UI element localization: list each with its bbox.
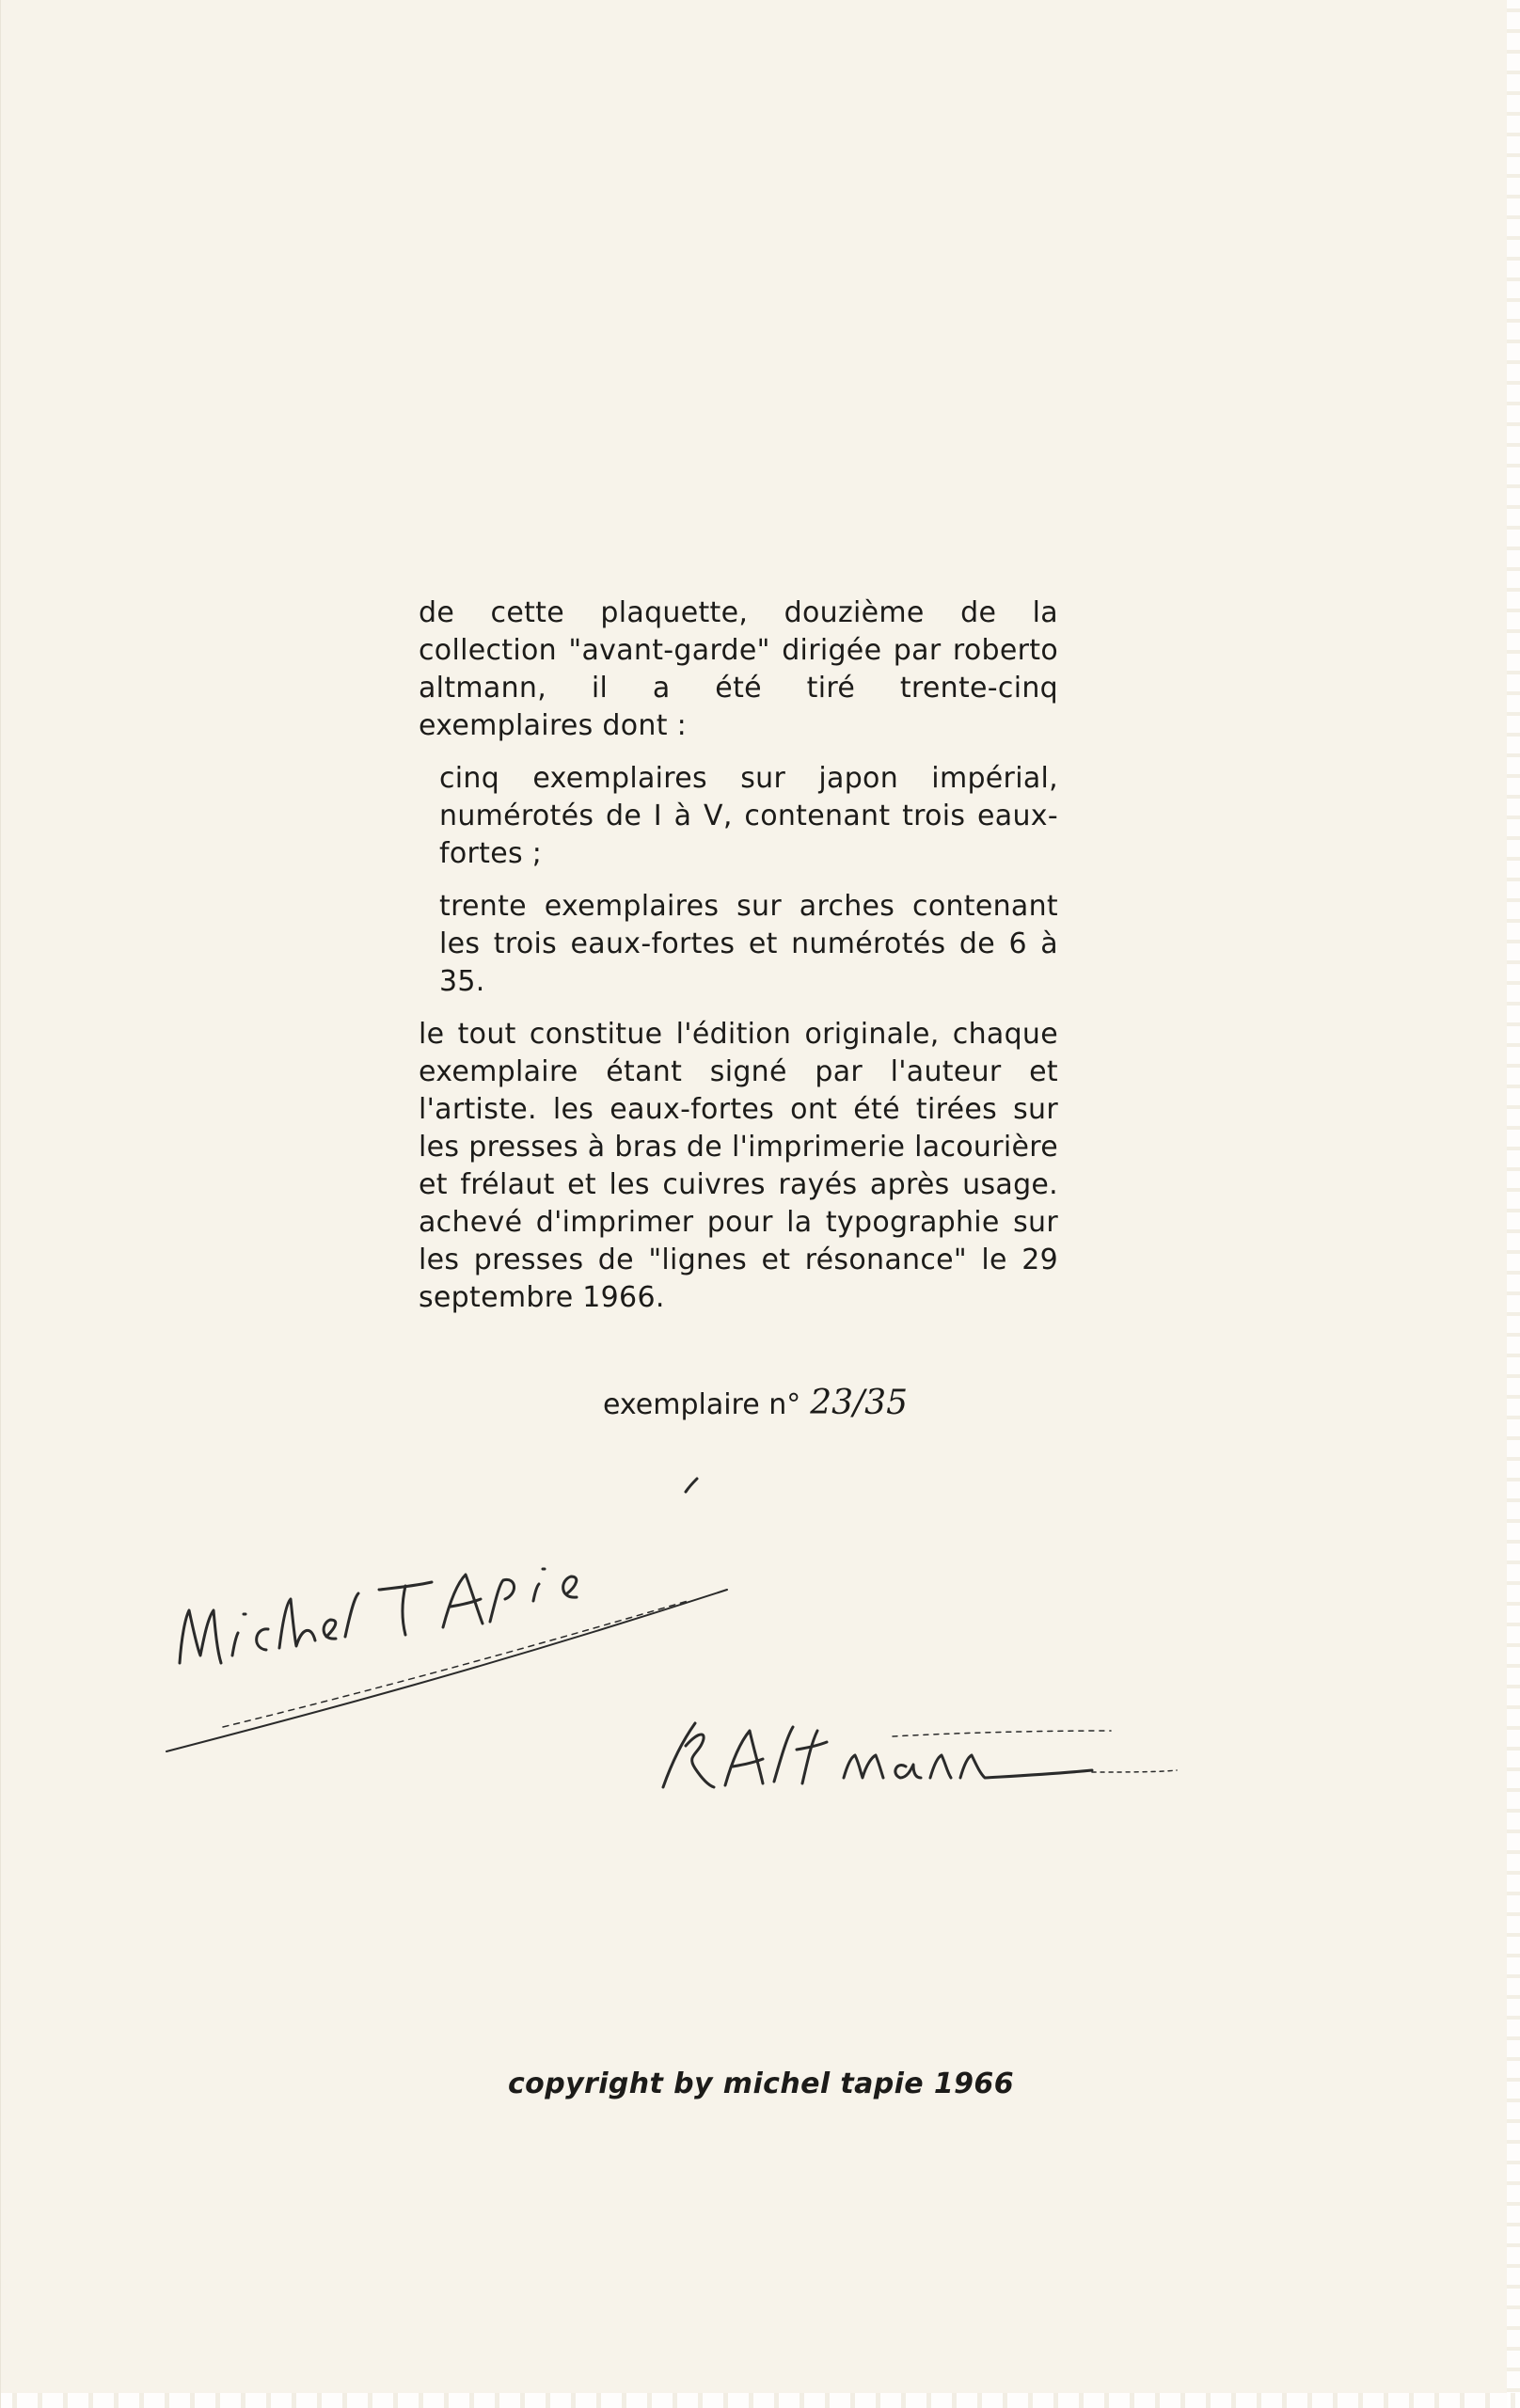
copyright-line: copyright by michel tapie 1966 bbox=[508, 2067, 1014, 2100]
colophon-closing: le tout constitue l'édition originale, chaque exemplaire étant signé par l'auteur et l'artiste. les eaux-fortes ont été tirées sur les presses à bras de l'imprimerie lacourière et frélaut et les cuivres rayés après usage. achevé d'imprimer pour la typographie sur les presses de "lignes et résonance" le 29 septembre 1966. bbox=[419, 1018, 1058, 1314]
signature-altmann bbox=[663, 1723, 1177, 1787]
colophon-item-arches: trente exemplaires sur arches contenant les trois eaux-fortes et numérotés de 6 à 35. bbox=[439, 890, 1058, 998]
copy-number-label: exemplaire n° bbox=[603, 1388, 801, 1421]
copy-number-value: 23/35 bbox=[810, 1384, 908, 1422]
signatures bbox=[1, 0, 1520, 2408]
signature-michel-tapie bbox=[166, 1479, 727, 1751]
colophon-item-japon: cinq exemplaires sur japon impérial, numérotés de I à V, contenant trois eaux-fortes ; bbox=[439, 762, 1058, 870]
colophon-intro: de cette plaquette, douzième de la collection "avant-garde" dirigée par roberto altmann, il a été tiré trente-cinq exemplaires dont : bbox=[419, 596, 1058, 742]
